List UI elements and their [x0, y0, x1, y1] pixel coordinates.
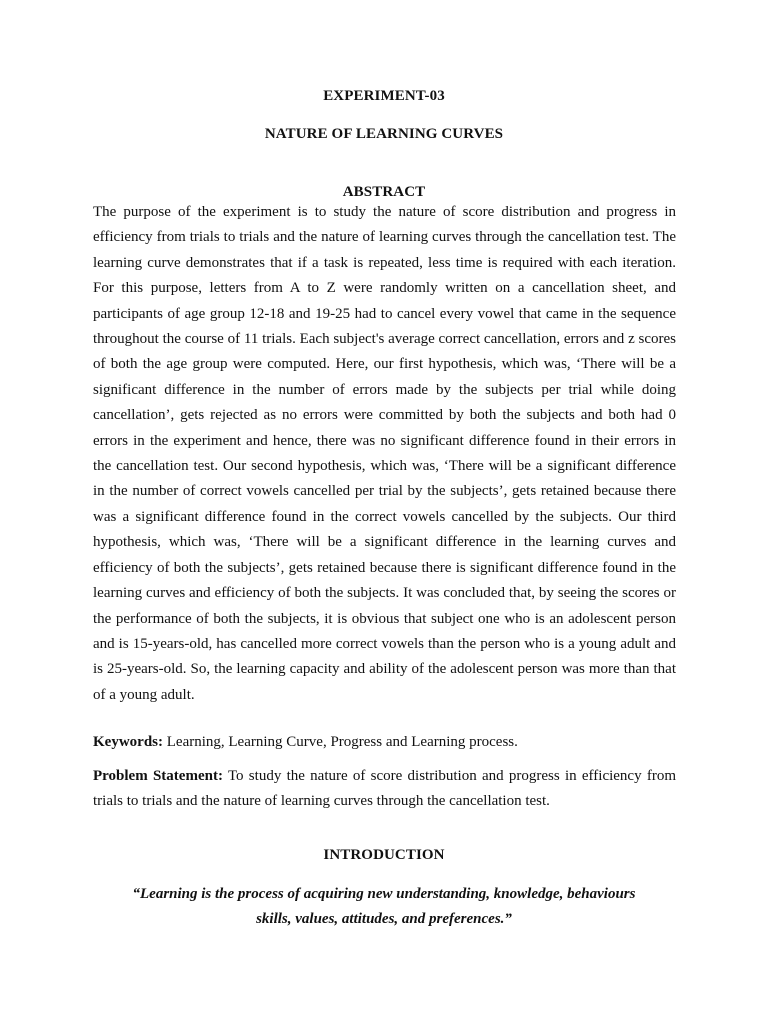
problem-statement-paragraph — [93, 764, 676, 814]
quote-line-2: skills, values, attitudes, and preferences.” — [256, 911, 512, 927]
abstract-heading: ABSTRACT — [342, 184, 426, 200]
problem-statement-label: Problem Statement: — [93, 768, 223, 784]
keywords-text: Learning, Learning Curve, Progress and Learning process. — [163, 734, 518, 750]
experiment-label: EXPERIMENT-03 — [323, 88, 445, 104]
introduction-quote — [0, 882, 768, 932]
document-title: NATURE OF LEARNING CURVES — [264, 126, 504, 142]
keywords-label: Keywords: — [93, 734, 163, 750]
keywords-paragraph — [93, 730, 676, 755]
problem-statement-text: To study the nature of score distribution and progress in efficiency from trials to trials and the nature of learning curves through the cancellation test. — [93, 768, 676, 809]
quote-line-1: “Learning is the process of acquiring new understanding, knowledge, behaviours — [132, 886, 636, 902]
abstract-body: The purpose of the experiment is to study the nature of score distribution and progress in efficiency from trials to trials and the nature of learning curves through the cancellation test. The learning curve demonstrates that if a task is repeated, less time is required with each iteration. For this purpose, letters from A to Z were randomly written on a cancellation sheet, and participants of age group 12-18 and 19-25 had to cancel every vowel that came in the sequence throughout the course of 11 trials. Each subject's average correct cancellation, errors and z scores of both the age group were computed. Here, our first hypothesis, which was, ‘There will be a significant difference in the number of errors made by the subjects per trial while doing cancellation’, gets rejected as no errors were committed by both the subjects and both had 0 errors in the experiment and hence, there was no significant difference found in their errors in the cancellation test. Our second hypothesis, which was, ‘There will be a significant difference in the number of correct vowels cancelled per trial by the subjects’, gets retained because there was a significant difference found in the correct vowels cancelled by the subjects. Our third hypothesis, which was, ‘There will be a significant difference in the learning curves and efficiency of both the subjects’, gets retained because there is significant difference found in the learning curves and efficiency of both the subjects. It was concluded that, by seeing the scores or the performance of both the subjects, it is obvious that subject one who is an adolescent person and is 15-years-old, has cancelled more correct vowels than the person who is a young adult and is 25-years-old. So, the learning capacity and ability of the adolescent person was more than that of a young adult. — [93, 204, 676, 703]
introduction-heading: INTRODUCTION — [323, 847, 445, 863]
